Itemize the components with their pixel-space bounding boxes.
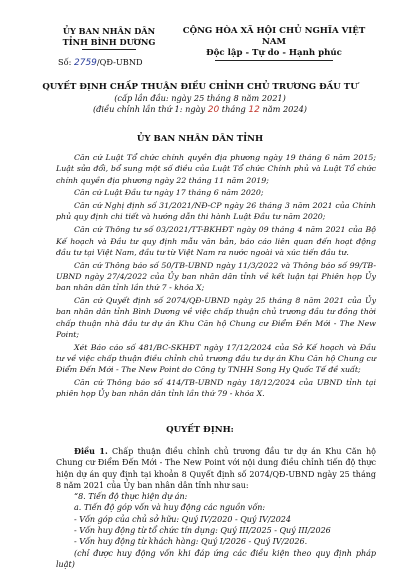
article-1-label: Điều 1.	[74, 446, 108, 456]
doc-number-handwritten: 2759	[74, 58, 97, 68]
preamble-paragraph: Xét Báo cáo số 481/BC-SKHĐT ngày 17/12/2024 của Sở Kế hoạch và Đầu tư về việc chấp thuận điều chỉnh chủ trương đầu tư dự án Khu Căn hộ Chung cư Điểm Đến Mới - The New Point do Công ty TNHH Song Hy Quốc Tế đề xuất;	[56, 342, 376, 375]
issuing-agency	[50, 26, 168, 50]
agency-line-2: TỈNH BÌNH DƯƠNG	[62, 37, 156, 47]
amendment-month-handwritten: 12	[248, 104, 260, 115]
article-1-text: Chấp thuận điều chỉnh chủ trương đầu tư dự án Khu Căn hộ Chung cư Điểm Đến Mới - The New Point với nội dung điều chỉnh tiến độ thực hiện dự án quy định tại khoản 8 Quyết định số 2074/QĐ-UBND ngày 25 tháng 8 năm 2021 của Ủy ban nhân dân tỉnh như sau:	[56, 447, 377, 490]
article-1-item: a. Tiến độ góp vốn và huy động các nguồn vốn:	[74, 503, 266, 513]
article-1-item: - Vốn huy động từ khách hàng: Quý I/2026 - Quý IV/2026.	[74, 537, 308, 547]
preamble-paragraph: Căn cứ Thông tư số 03/2021/TT-BKHĐT ngày 09 tháng 4 năm 2021 của Bộ Kế hoạch và Đầu tư quy định mẫu văn bản, báo cáo liên quan đến hoạt động đầu tư tại Việt Nam, đầu tư từ Việt Nam ra nước ngoài và xúc tiến đầu tư.	[56, 225, 376, 257]
national-motto: Độc lập - Tự do - Hạnh phúc	[206, 48, 342, 58]
amendment-date	[40, 104, 360, 116]
article-1-item: (chỉ được huy động vốn khi đáp ứng các điều kiện theo quy định pháp luật)	[56, 548, 376, 569]
article-1-intro	[56, 446, 376, 491]
amendment-mid: tháng	[221, 103, 246, 114]
preamble-paragraph: Căn cứ Quyết định số 2074/QĐ-UBND ngày 25 tháng 8 năm 2021 của Ủy ban nhân dân tỉnh Bình Dương về việc chấp thuận chủ trương đầu tư đồng thời chấp thuận nhà đầu tư dự án Khu Căn hộ Chung cư Điểm Đến Mới - The New Point;	[56, 296, 376, 339]
decision-heading: QUYẾT ĐỊNH:	[166, 425, 234, 435]
amendment-suffix: năm 2024)	[262, 103, 307, 114]
national-heading	[174, 26, 374, 61]
motto-underline	[215, 60, 333, 61]
decision-title-block	[40, 82, 360, 115]
preamble	[56, 152, 376, 401]
agency-underline	[82, 49, 136, 50]
article-1	[56, 446, 376, 570]
decision-title: QUYẾT ĐỊNH CHẤP THUẬN ĐIỀU CHỈNH CHỦ TRƯƠNG ĐẦU TƯ	[42, 82, 358, 92]
article-1-item: - Vốn huy động từ tổ chức tín dụng: Quý III/2025 - Quý III/2026	[74, 526, 331, 536]
amendment-day-handwritten: 20	[207, 104, 220, 115]
amendment-prefix: (điều chỉnh lần thứ 1: ngày	[92, 103, 206, 114]
preamble-paragraph: Căn cứ Luật Đầu tư ngày 17 tháng 6 năm 2020;	[74, 188, 264, 198]
agency-line-1: ỦY BAN NHÂN DÂN	[62, 26, 156, 36]
preamble-paragraph: Căn cứ Thông báo số 50/TB-UBND ngày 11/3/2022 và Thông báo số 99/TB-UBND ngày 27/4/2022 của Ủy ban nhân dân tỉnh về kết luận tại Phiên họp Ủy ban nhân dân tỉnh lần thứ 7 - khóa X;	[56, 260, 376, 293]
republic-name: CỘNG HÒA XÃ HỘI CHỦ NGHĨA VIỆT NAM	[182, 26, 366, 47]
preamble-paragraph: Căn cứ Thông báo số 414/TB-UBND ngày 18/12/2024 của UBND tỉnh tại phiên họp Ủy ban nhân dân tỉnh lần thứ 79 - khóa X.	[56, 378, 376, 399]
article-1-item: - Vốn góp của chủ sở hữu: Quý IV/2020 - Quý IV/2024	[74, 514, 291, 524]
first-issue-date: (cấp lần đầu: ngày 25 tháng 8 năm 2021)	[114, 93, 286, 103]
doc-number-suffix: /QĐ-UBND	[96, 57, 143, 67]
document-number	[58, 57, 143, 68]
preamble-paragraph: Căn cứ Luật Tổ chức chính quyền địa phương ngày 19 tháng 6 năm 2015; Luật sửa đổi, bổ sung một số điều của Luật Tổ chức Chính phủ và Luật Tổ chức chính quyền địa phương ngày 22 tháng 11 năm 2019;	[56, 153, 376, 185]
doc-number-prefix: Số:	[58, 57, 72, 67]
authority-heading: ỦY BAN NHÂN DÂN TỈNH	[136, 134, 264, 144]
article-1-item: “8. Tiến độ thực hiện dự án:	[74, 492, 188, 502]
preamble-paragraph: Căn cứ Nghị định số 31/2021/NĐ-CP ngày 26 tháng 3 năm 2021 của Chính phủ quy định chi tiết và hướng dẫn thi hành Luật Đầu tư năm 2020;	[56, 201, 376, 222]
